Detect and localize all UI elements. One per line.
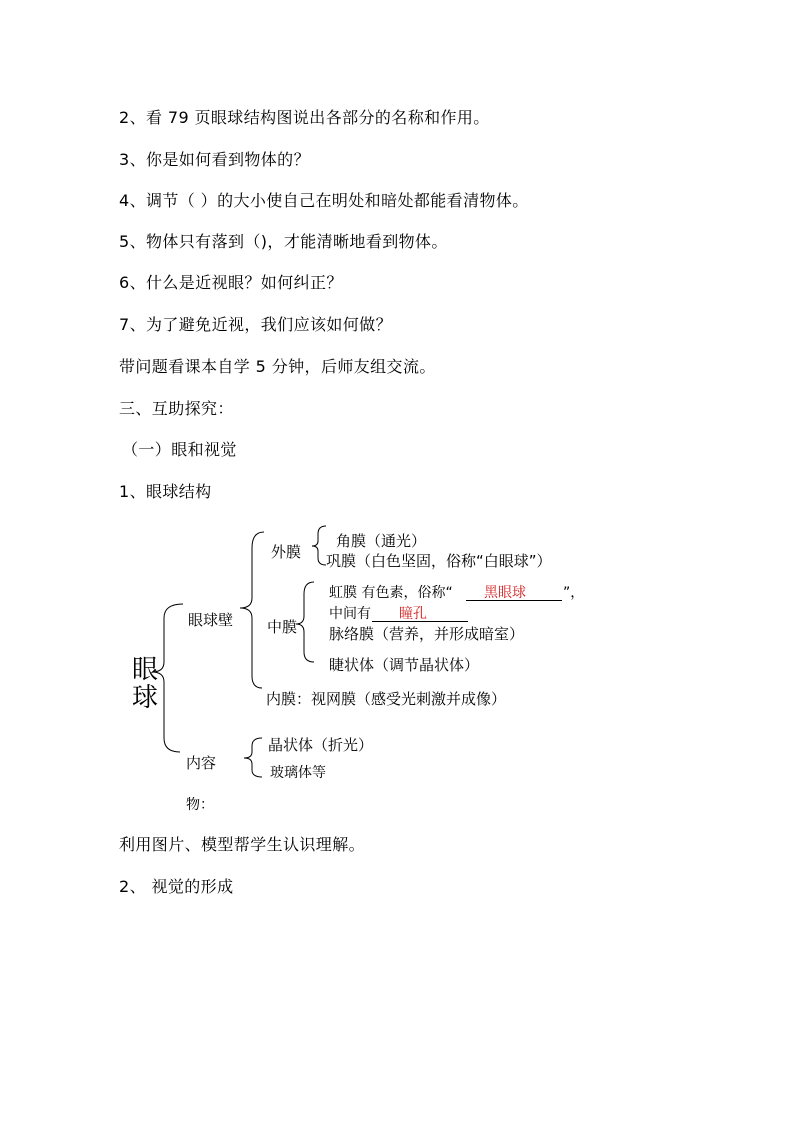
root-label-char-2: 球 [132,683,159,713]
choroid-text: 脉络膜（营养，并形成暗室） [329,625,525,643]
cornea-text: 角膜（通光） [336,532,427,550]
lens-text: 晶状体（折光） [268,736,374,754]
question-6: 6、什么是近视眼？如何纠正？ [119,273,343,292]
self-study-note: 带问题看课本自学 5 分钟，后师友组交流。 [119,357,436,376]
question-3: 3、你是如何看到物体的？ [119,150,310,169]
iris-text-prefix: 虹膜 有色素，俗称“ [329,585,453,601]
iris-text-suffix: ”， [563,585,585,601]
eyeball-contents-tail: 物： [186,797,214,813]
question-5: 5、物体只有落到（)，才能清晰地看到物体。 [119,232,448,251]
question-7: 7、为了避免近视，我们应该如何做？ [119,315,392,334]
question-2: 2、看 79 页眼球结构图说出各部分的名称和作用。 [119,108,490,127]
eyeball-structure-heading: 1、眼球结构 [119,482,212,501]
vitreous-text: 玻璃体等 [270,765,326,781]
sclera-text: 巩膜（白色坚固，俗称“白眼球”） [326,552,552,570]
root-label-char-1: 眼 [132,655,159,685]
inner-layer-text: 内膜：视网膜（感受光刺激并成像） [266,690,507,708]
subsection-heading: （一）眼和视觉 [122,440,237,459]
teaching-note: 利用图片、模型帮学生认识理解。 [119,835,366,854]
vision-formation-heading: 2、 视觉的形成 [119,877,234,896]
ciliary-body-text: 睫状体（调节晶状体） [329,656,480,674]
question-4: 4、调节（ ）的大小使自己在明处和暗处都能看清物体。 [119,191,529,210]
outer-layer-label: 外膜 [271,543,302,561]
middle-layer-label: 中膜 [267,618,298,636]
iris-answer: 黑眼球 [484,585,526,601]
eyeball-contents-label: 内容 [186,754,217,772]
eyeball-wall-label: 眼球壁 [188,611,234,629]
section-heading: 三、互助探究： [119,399,234,418]
pupil-answer: 瞳孔 [399,606,427,622]
pupil-text-prefix: 中间有 [329,606,371,622]
